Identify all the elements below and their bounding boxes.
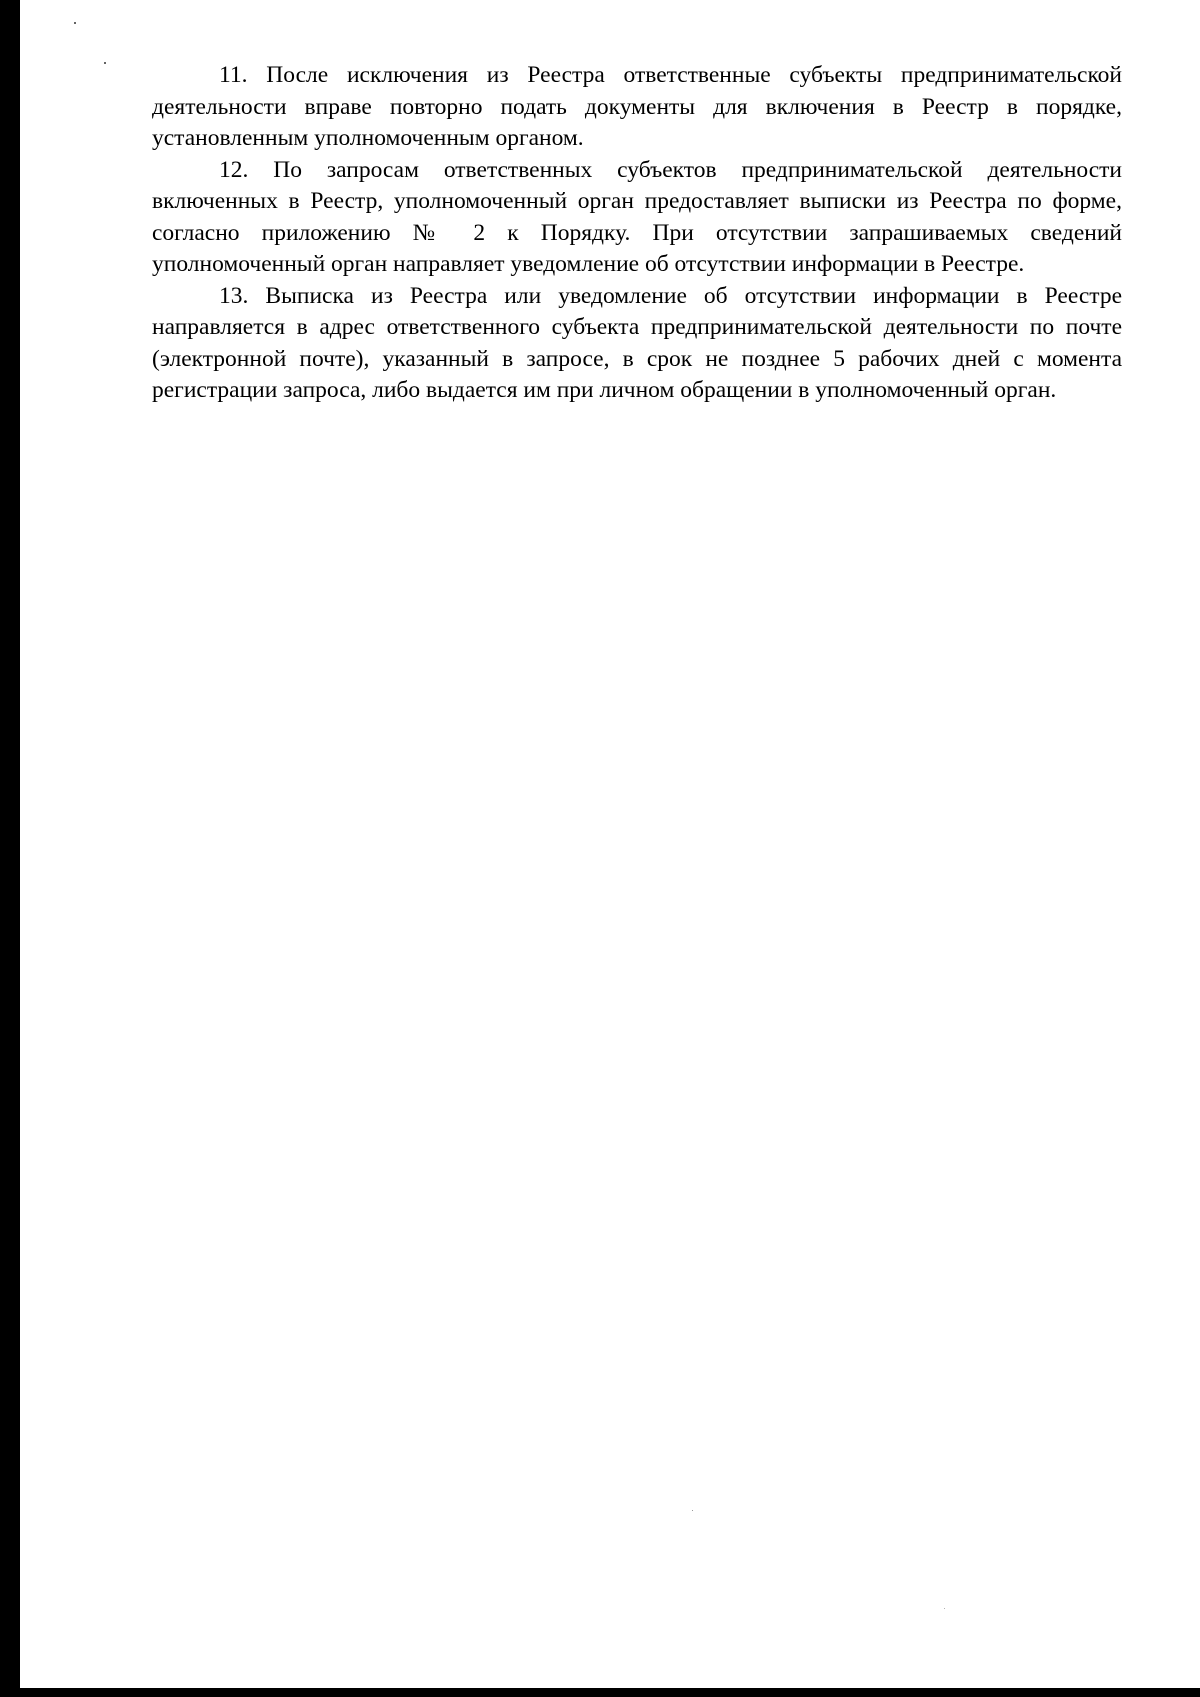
paragraph-text: После исключения из Реестра ответственные субъекты предпринимательской деятельности вправе повторно подать документы для включения в Реестр в порядке, установленным уполномоченным органом.	[152, 62, 1123, 151]
paragraph-number: 12.	[219, 156, 249, 183]
paragraph-text: Выписка из Реестра или уведомление об отсутствии информации в Реестре направляется в адрес ответственного субъекта предпринимательской деятельности по почте (электронной почте), указанный в запросе, в срок не позднее 5 рабочих дней с момента регистрации запроса, либо выдается им при личном обращении в уполномоченный орган.	[152, 282, 1123, 403]
document-body	[152, 60, 1122, 407]
paragraph-number: 13.	[219, 282, 249, 309]
scan-border-bottom	[0, 1688, 1200, 1697]
paragraph-text: По запросам ответственных субъектов предпринимательской деятельности включенных в Реестр, уполномоченный орган предоставляет выписки из Реестра по форме, согласно приложению № 2 к Порядку. При отсутствии запрашиваемых сведений уполномоченный орган направляет уведомление об отсутствии информации в Реестре.	[152, 156, 1123, 277]
paragraph-number: 11.	[219, 62, 248, 88]
scan-speck	[692, 1510, 693, 1511]
paragraph-13	[152, 281, 1122, 407]
paragraph-11	[152, 60, 1122, 155]
scan-speck	[944, 1608, 945, 1609]
scan-border-left	[0, 0, 20, 1697]
scan-speck	[74, 22, 76, 24]
scan-speck	[104, 62, 106, 64]
paragraph-12	[152, 155, 1122, 281]
